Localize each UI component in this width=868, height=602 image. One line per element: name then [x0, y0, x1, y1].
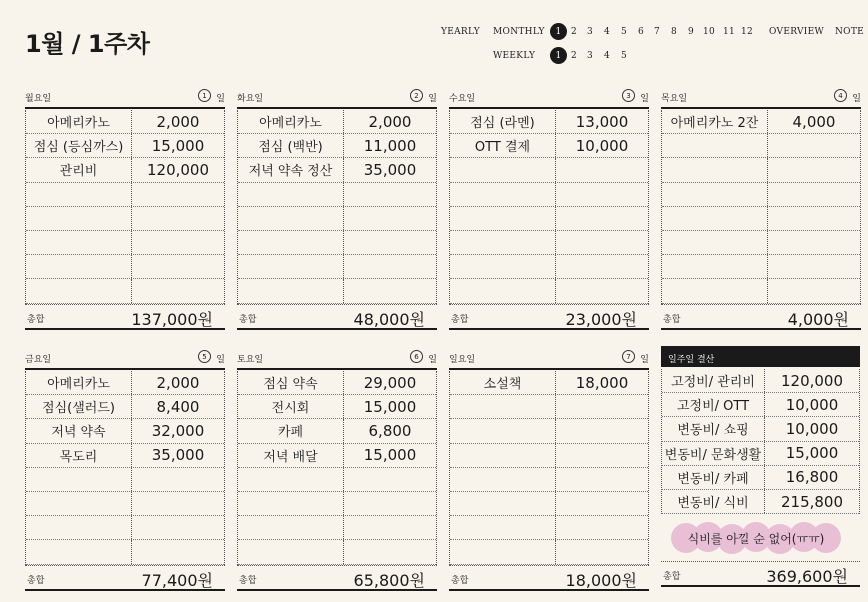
expense-amount[interactable]: 15,000: [363, 397, 417, 416]
nav-week-1-link[interactable]: 1: [550, 47, 567, 64]
day-header: [237, 350, 437, 364]
day-name: 화요일: [237, 94, 264, 104]
total-label: 총합: [451, 314, 469, 325]
table-row[interactable]: [238, 492, 436, 516]
table-row[interactable]: [450, 255, 648, 279]
summary-category: 변동비/ 카페: [662, 466, 765, 489]
expense-table: [449, 110, 649, 304]
expense-item[interactable]: [238, 492, 344, 515]
nav-month-9-link[interactable]: 9: [687, 27, 695, 37]
table-row[interactable]: [238, 255, 436, 279]
nav-month-4-link[interactable]: 4: [603, 27, 611, 37]
day-suffix: 일: [216, 94, 225, 104]
day-header: [449, 350, 649, 364]
expense-amount[interactable]: 32,000: [151, 421, 205, 440]
day-total: [661, 304, 861, 330]
summary-amount: 15,000: [785, 444, 839, 463]
expense-table: [449, 371, 649, 565]
day-total: [449, 304, 649, 330]
table-row[interactable]: [238, 444, 436, 468]
expense-amount[interactable]: [344, 255, 436, 278]
expense-item[interactable]: [26, 255, 132, 278]
expense-item[interactable]: [662, 279, 768, 302]
page-title: 1월 / 1주차: [25, 30, 150, 58]
expense-item[interactable]: [450, 255, 556, 278]
expense-item[interactable]: [450, 183, 556, 206]
table-row[interactable]: [26, 419, 224, 443]
table-row[interactable]: [450, 279, 648, 303]
day-name: 수요일: [449, 94, 476, 104]
expense-amount[interactable]: [768, 158, 860, 181]
expense-item[interactable]: [238, 207, 344, 230]
expense-amount[interactable]: [132, 255, 224, 278]
table-row[interactable]: [238, 279, 436, 303]
expense-amount[interactable]: 2,000: [156, 112, 200, 131]
expense-item[interactable]: [450, 231, 556, 254]
expense-item[interactable]: 아메리카노: [26, 371, 132, 394]
expense-item[interactable]: [450, 444, 556, 467]
day-total: [25, 304, 225, 330]
expense-item[interactable]: 점심 약속: [238, 371, 344, 394]
table-row[interactable]: [26, 540, 224, 564]
expense-item[interactable]: 점심 (등심까스): [26, 134, 132, 157]
day-total: [237, 565, 437, 591]
table-row[interactable]: [450, 158, 648, 182]
day-header: [449, 89, 649, 103]
expense-table: [237, 110, 437, 304]
table-row[interactable]: [450, 110, 648, 134]
expense-amount[interactable]: [132, 279, 224, 302]
total-label: 총합: [239, 575, 257, 586]
expense-amount[interactable]: 15,000: [363, 446, 417, 465]
table-row[interactable]: [238, 468, 436, 492]
table-row[interactable]: [238, 207, 436, 231]
expense-amount[interactable]: [768, 207, 860, 230]
day-suffix: 일: [428, 355, 437, 365]
summary-title: 일주일 결산: [661, 346, 860, 367]
nav-monthly-link[interactable]: MONTHLY: [493, 27, 545, 37]
table-row[interactable]: [26, 255, 224, 279]
expense-item[interactable]: 저녁 배달: [238, 444, 344, 467]
expense-item[interactable]: [26, 516, 132, 539]
table-row[interactable]: [450, 419, 648, 443]
expense-amount[interactable]: [556, 444, 648, 467]
table-row[interactable]: [450, 207, 648, 231]
summary-amount: 10,000: [785, 419, 839, 438]
total-label: 총합: [27, 575, 45, 586]
table-row[interactable]: [662, 442, 859, 466]
expense-amount[interactable]: 10,000: [575, 136, 629, 155]
nav-month-7-link[interactable]: 7: [653, 27, 661, 37]
nav-month-5-link[interactable]: 5: [620, 27, 628, 37]
nav-month-10-link[interactable]: 10: [702, 27, 716, 37]
table-row[interactable]: [450, 134, 648, 158]
nav-month-3-link[interactable]: 3: [586, 27, 594, 37]
expense-item[interactable]: [26, 492, 132, 515]
day-panel: [449, 350, 649, 590]
expense-item[interactable]: [238, 540, 344, 563]
table-row[interactable]: [26, 183, 224, 207]
table-row[interactable]: [26, 134, 224, 158]
expense-amount[interactable]: [556, 183, 648, 206]
expense-amount[interactable]: [556, 540, 648, 563]
table-row[interactable]: [238, 516, 436, 540]
expense-amount[interactable]: [344, 183, 436, 206]
summary-total-value: 369,600원: [766, 567, 848, 586]
expense-item[interactable]: [450, 468, 556, 491]
nav-month-8-link[interactable]: 8: [670, 27, 678, 37]
table-row[interactable]: [662, 490, 859, 514]
expense-amount[interactable]: [768, 231, 860, 254]
expense-item[interactable]: [450, 207, 556, 230]
expense-table: [661, 110, 861, 304]
summary-category: 변동비/ 문화생활: [662, 442, 765, 465]
expense-amount[interactable]: [556, 395, 648, 418]
nav-week-5-link[interactable]: 5: [620, 51, 628, 61]
expense-item[interactable]: [450, 279, 556, 302]
table-row[interactable]: [26, 279, 224, 303]
expense-item[interactable]: 전시회: [238, 395, 344, 418]
table-row[interactable]: [26, 371, 224, 395]
day-panel: [25, 350, 225, 590]
total-value: 18,000원: [565, 570, 637, 590]
nav-note-link[interactable]: NOTE: [835, 27, 865, 37]
summary-amount: 120,000: [780, 371, 844, 390]
summary-amount: 16,800: [785, 468, 839, 487]
summary-note: [671, 522, 841, 554]
day-panel: [25, 89, 225, 329]
expense-item[interactable]: [238, 516, 344, 539]
expense-table: [25, 371, 225, 565]
expense-item[interactable]: [450, 419, 556, 442]
expense-item[interactable]: [238, 468, 344, 491]
table-row[interactable]: [238, 110, 436, 134]
day-header: [25, 350, 225, 364]
expense-item[interactable]: [662, 231, 768, 254]
table-row[interactable]: [662, 158, 860, 182]
total-value: 48,000원: [353, 309, 425, 329]
expense-item[interactable]: 아메리카노: [26, 110, 132, 133]
expense-amount[interactable]: 8,400: [156, 397, 200, 416]
table-row[interactable]: [450, 444, 648, 468]
day-name: 금요일: [25, 355, 52, 365]
table-row[interactable]: [662, 417, 859, 441]
table-row[interactable]: [238, 158, 436, 182]
summary-total: [661, 561, 860, 587]
day-total: [449, 565, 649, 591]
expense-amount[interactable]: [344, 492, 436, 515]
expense-table: [25, 110, 225, 304]
total-label: 총합: [451, 575, 469, 586]
expense-amount[interactable]: [344, 207, 436, 230]
summary-table: [661, 369, 860, 514]
expense-amount[interactable]: [344, 516, 436, 539]
table-row[interactable]: [450, 395, 648, 419]
table-row[interactable]: [26, 395, 224, 419]
table-row[interactable]: [662, 279, 860, 303]
date-circle: 4: [834, 89, 847, 102]
expense-amount[interactable]: [344, 279, 436, 302]
summary-amount: 10,000: [785, 395, 839, 414]
expense-amount[interactable]: [556, 468, 648, 491]
table-row[interactable]: [450, 371, 648, 395]
expense-amount[interactable]: [132, 492, 224, 515]
day-suffix: 일: [216, 355, 225, 365]
expense-amount[interactable]: [344, 468, 436, 491]
day-panel: [661, 89, 861, 329]
table-row[interactable]: [238, 540, 436, 564]
nav-yearly-link[interactable]: YEARLY: [441, 27, 480, 37]
day-name: 목요일: [661, 94, 688, 104]
total-value: 4,000원: [787, 309, 849, 329]
table-row[interactable]: [662, 207, 860, 231]
table-row[interactable]: [238, 134, 436, 158]
expense-item[interactable]: 아메리카노 2잔: [662, 110, 768, 133]
expense-item[interactable]: [662, 158, 768, 181]
expense-amount[interactable]: 4,000: [792, 112, 836, 131]
expense-amount[interactable]: [132, 516, 224, 539]
expense-amount[interactable]: [132, 183, 224, 206]
day-name: 일요일: [449, 355, 476, 365]
day-suffix: 일: [640, 94, 649, 104]
nav-overview-link[interactable]: OVERVIEW: [769, 27, 825, 37]
table-row[interactable]: [26, 110, 224, 134]
expense-amount[interactable]: [556, 492, 648, 515]
date-circle: 6: [410, 350, 423, 363]
date-circle: 5: [198, 350, 211, 363]
expense-amount[interactable]: 11,000: [363, 136, 417, 155]
expense-item[interactable]: 저녁 약속: [26, 419, 132, 442]
expense-item[interactable]: [26, 468, 132, 491]
day-suffix: 일: [640, 355, 649, 365]
table-row[interactable]: [662, 393, 859, 417]
table-row[interactable]: [662, 110, 860, 134]
expense-item[interactable]: 저녁 약속 정산: [238, 158, 344, 181]
expense-amount[interactable]: 35,000: [363, 160, 417, 179]
nav-month-1-link[interactable]: 1: [550, 23, 567, 40]
summary-note-text: 식비를 아낄 순 없어(ㅠㅠ): [687, 531, 825, 546]
total-label: 총합: [27, 314, 45, 325]
expense-item[interactable]: [238, 183, 344, 206]
total-value: 137,000원: [131, 309, 213, 329]
table-row[interactable]: [662, 369, 859, 393]
nav-month-12-link[interactable]: 12: [740, 27, 754, 37]
table-row[interactable]: [662, 255, 860, 279]
summary-category: 변동비/ 식비: [662, 490, 765, 513]
expense-item[interactable]: [450, 158, 556, 181]
expense-amount[interactable]: [132, 540, 224, 563]
total-label: 총합: [239, 314, 257, 325]
expense-item[interactable]: 관리비: [26, 158, 132, 181]
expense-item[interactable]: [238, 231, 344, 254]
expense-amount[interactable]: [768, 255, 860, 278]
date-circle: 3: [622, 89, 635, 102]
expense-table: [237, 371, 437, 565]
expense-item[interactable]: [450, 516, 556, 539]
expense-item[interactable]: [662, 183, 768, 206]
expense-amount[interactable]: [556, 255, 648, 278]
summary-total-label: 총합: [663, 572, 681, 582]
nav-month-6-link[interactable]: 6: [637, 27, 645, 37]
expense-item[interactable]: 아메리카노: [238, 110, 344, 133]
day-panel: [237, 89, 437, 329]
table-row[interactable]: [450, 516, 648, 540]
expense-item[interactable]: [450, 540, 556, 563]
table-row[interactable]: [26, 516, 224, 540]
table-row[interactable]: [450, 183, 648, 207]
table-row[interactable]: [26, 207, 224, 231]
nav-month-2-link[interactable]: 2: [570, 27, 578, 37]
expense-item[interactable]: [26, 183, 132, 206]
expense-item[interactable]: 점심 (백반): [238, 134, 344, 157]
expense-amount[interactable]: [556, 419, 648, 442]
expense-item[interactable]: [238, 279, 344, 302]
expense-amount[interactable]: 6,800: [368, 421, 412, 440]
table-row[interactable]: [238, 183, 436, 207]
table-row[interactable]: [450, 540, 648, 564]
day-total: [25, 565, 225, 591]
expense-amount[interactable]: 2,000: [156, 373, 200, 392]
day-name: 월요일: [25, 94, 52, 104]
expense-amount[interactable]: [556, 516, 648, 539]
summary-amount: 215,800: [780, 492, 844, 511]
expense-amount[interactable]: 13,000: [575, 112, 629, 131]
day-panel: [449, 89, 649, 329]
expense-item[interactable]: [26, 207, 132, 230]
expense-amount[interactable]: [344, 540, 436, 563]
table-row[interactable]: [26, 231, 224, 255]
summary-category: 고정비/ 관리비: [662, 369, 765, 392]
table-row[interactable]: [238, 395, 436, 419]
expense-item[interactable]: [26, 231, 132, 254]
total-value: 65,800원: [353, 570, 425, 590]
expense-amount[interactable]: [132, 231, 224, 254]
nav-week-3-link[interactable]: 3: [586, 51, 594, 61]
nav-week-4-link[interactable]: 4: [603, 51, 611, 61]
expense-item[interactable]: 카페: [238, 419, 344, 442]
expense-amount[interactable]: 35,000: [151, 446, 205, 465]
table-row[interactable]: [26, 468, 224, 492]
day-name: 토요일: [237, 355, 264, 365]
expense-item[interactable]: 목도리: [26, 444, 132, 467]
expense-item[interactable]: 소설책: [450, 371, 556, 394]
table-row[interactable]: [450, 492, 648, 516]
total-value: 77,400원: [141, 570, 213, 590]
expense-amount[interactable]: 18,000: [575, 373, 629, 392]
expense-amount[interactable]: [132, 468, 224, 491]
day-total: [237, 304, 437, 330]
summary-category: 고정비/ OTT: [662, 393, 765, 416]
expense-amount[interactable]: [132, 207, 224, 230]
table-row[interactable]: [238, 371, 436, 395]
table-row[interactable]: [238, 231, 436, 255]
expense-amount[interactable]: 2,000: [368, 112, 412, 131]
expense-amount[interactable]: [556, 207, 648, 230]
table-row[interactable]: [26, 444, 224, 468]
expense-amount[interactable]: [768, 279, 860, 302]
expense-amount[interactable]: 120,000: [146, 160, 210, 179]
expense-item[interactable]: [662, 134, 768, 157]
table-row[interactable]: [662, 183, 860, 207]
expense-item[interactable]: [662, 255, 768, 278]
total-label: 총합: [663, 314, 681, 325]
nav-week-2-link[interactable]: 2: [570, 51, 578, 61]
expense-amount[interactable]: [556, 158, 648, 181]
expense-amount[interactable]: [344, 231, 436, 254]
expense-item[interactable]: 점심(샐러드): [26, 395, 132, 418]
table-row[interactable]: [450, 231, 648, 255]
nav-weekly-link[interactable]: WEEKLY: [493, 51, 536, 61]
table-row[interactable]: [662, 231, 860, 255]
expense-item[interactable]: [238, 255, 344, 278]
day-suffix: 일: [852, 94, 861, 104]
expense-amount[interactable]: [556, 279, 648, 302]
nav-month-11-link[interactable]: 11: [722, 27, 736, 37]
expense-item[interactable]: [450, 395, 556, 418]
top-navigation: [0, 0, 868, 70]
day-suffix: 일: [428, 94, 437, 104]
summary-category: 변동비/ 쇼핑: [662, 417, 765, 440]
table-row[interactable]: [26, 158, 224, 182]
expense-amount[interactable]: 15,000: [151, 136, 205, 155]
expense-item[interactable]: [662, 207, 768, 230]
date-circle: 2: [410, 89, 423, 102]
expense-item[interactable]: [26, 540, 132, 563]
expense-item[interactable]: [26, 279, 132, 302]
total-value: 23,000원: [565, 309, 637, 329]
table-row[interactable]: [662, 134, 860, 158]
day-header: [25, 89, 225, 103]
date-circle: 7: [622, 350, 635, 363]
expense-amount[interactable]: [768, 134, 860, 157]
day-header: [661, 89, 861, 103]
day-header: [237, 89, 437, 103]
expense-amount[interactable]: 29,000: [363, 373, 417, 392]
table-row[interactable]: [662, 466, 859, 490]
table-row[interactable]: [238, 419, 436, 443]
expense-item[interactable]: [450, 492, 556, 515]
table-row[interactable]: [450, 468, 648, 492]
table-row[interactable]: [26, 492, 224, 516]
day-panel: [237, 350, 437, 590]
expense-item[interactable]: OTT 결제: [450, 134, 556, 157]
expense-amount[interactable]: [556, 231, 648, 254]
date-circle: 1: [198, 89, 211, 102]
expense-amount[interactable]: [768, 183, 860, 206]
expense-item[interactable]: 점심 (라멘): [450, 110, 556, 133]
